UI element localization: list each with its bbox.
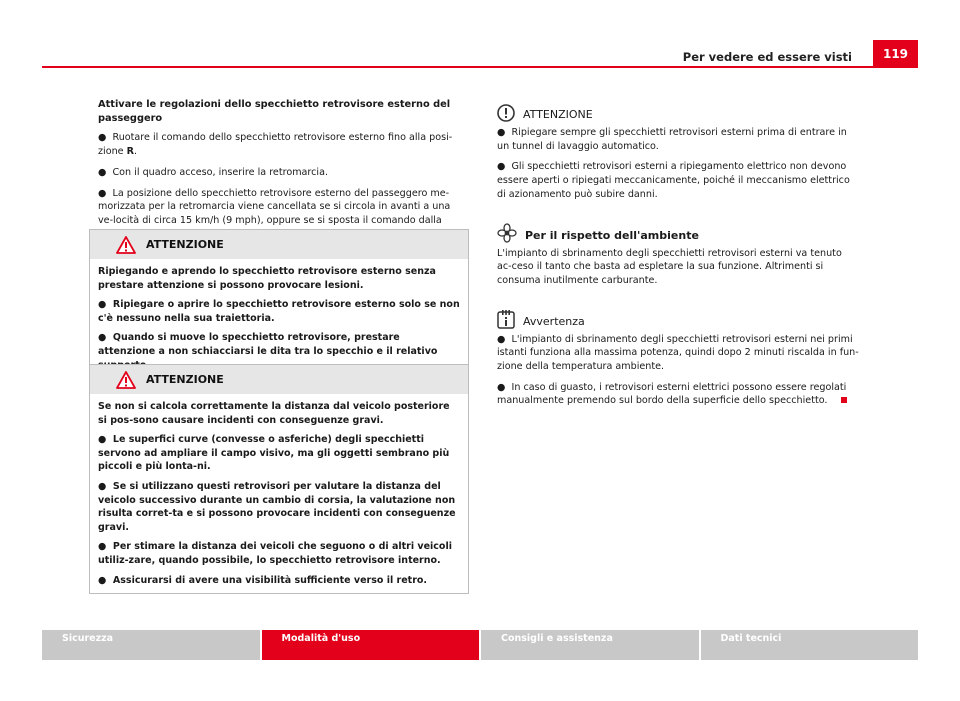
warning-bullet-text: Se si utilizzano questi retrovisori per valutare la distanza del veicolo successivo durante un cambio di corsia, la valutazione non risulta corret-ta e si possono provocare incidenti con conseguenze gravi. (98, 480, 456, 533)
warning-intro: Se non si calcola correttamente la distanza dal veicolo posteriore si pos-sono causare incidenti con conseguenze gravi. (98, 401, 450, 426)
tab-consigli-assistenza[interactable]: Consigli e assistenza (481, 630, 699, 660)
warning-triangle-icon (116, 236, 136, 254)
warning-bullet-text: Ripiegare o aprire lo specchietto retrovisore esterno solo se non c'è nessuno nella sua traiettoria. (98, 299, 460, 324)
exclamation-circle-icon (497, 104, 515, 122)
warning-box-header (90, 365, 468, 394)
warning-triangle-icon (116, 371, 136, 389)
warning-body (90, 259, 468, 378)
warning-bullet: ● Quando si muove lo specchietto retrovisore, prestare attenzione a non schiacciarsi le dita tra lo specchio e il relativo (98, 331, 460, 372)
attention-heading (497, 104, 859, 122)
environment-text: L'impianto di sbrinamento degli specchietti retrovisori esterni va tenuto ac-ceso il tanto che basta ad espletare la sua funzione. Altrimenti si consuma inutilmente carburante. (497, 247, 842, 286)
flower-icon (497, 223, 517, 243)
tab-sicurezza[interactable]: Sicurezza (42, 630, 260, 660)
list-item-text-end: . (134, 146, 138, 158)
tab-dati-tecnici[interactable]: Dati tecnici (701, 630, 919, 660)
end-of-section-marker (841, 397, 847, 403)
warning-bullet: ● Per stimare la distanza dei veicoli che seguono o di altri veicoli utiliz-zare, quando possibile, lo specchietto retrovisore interno. (98, 541, 452, 566)
list-item-text: Ripiegare sempre gli specchietti retrovisori esterni prima di entrare in un tunnel di lavaggio automatico. (497, 127, 847, 152)
warning-box-header (90, 230, 468, 259)
attention-title: ATTENZIONE (523, 108, 593, 122)
running-header: Per vedere ed essere visti (682, 50, 852, 64)
warning-intro: Ripiegando e aprendo lo specchietto retrovisore esterno senza prestare attenzione si possono provocare lesioni. (98, 266, 436, 291)
warning-title: ATTENZIONE (146, 238, 224, 251)
environment-title: Per il rispetto dell'ambiente (525, 228, 699, 242)
environment-heading (497, 223, 859, 243)
left-column (98, 98, 466, 248)
warning-bullet: ● Se si utilizzano questi retrovisori per valutare la distanza del veicolo successivo durante un cambio di corsia, la valutazione non risulta corret-ta e si possono provocare incidenti con conseguenze gravi. (98, 480, 456, 533)
warning-box (89, 364, 469, 594)
note-title: Avvertenza (523, 314, 585, 328)
warning-bullet: ● Ripiegare o aprire lo specchietto retrovisore esterno solo se non c'è nessuno nella sua traiettoria. (98, 299, 460, 324)
note-icon (497, 309, 515, 329)
list-item: ● Ruotare il comando dello specchietto retrovisore esterno fino alla posi-zione R. (98, 132, 453, 158)
list-item-text: La posizione dello specchietto retrovisore esterno del passeggero me-morizzata per la retromarcia viene cancellata se si circola in avanti a una ve-locità di circa 15 km/h (9 mph), oppure se si sposta il comando dalla (98, 187, 451, 226)
list-item: ● In caso di guasto, i retrovisori esterni elettrici possono essere regolati manualmente premendo sul bordo della superficie dello specchietto. (497, 381, 847, 407)
header-rule (42, 66, 918, 68)
list-item: ● L'impianto di sbrinamento degli specchietti retrovisori esterni nei primi istanti funziona alla massima potenza, quindi dopo 2 minuti riscalda in fun-zione della temperatura ambiente. (497, 333, 859, 373)
warning-box (89, 229, 469, 379)
list-item: ● Gli specchietti retrovisori esterni a ripiegamento elettrico non devono essere aperti o ripiegati meccanicamente, poiché il meccanismo elettrico di azionamento può subire danni. (497, 161, 850, 200)
section-heading: Attivare le regolazioni dello specchietto retrovisore esterno del passeggero (98, 99, 451, 124)
warning-bullet-text: Le superfici curve (convesse o asferiche) degli specchietti servono ad ampliare il campo visivo, ma gli oggetti sembrano più piccoli e più lonta-ni. (98, 434, 450, 473)
warning-bullet-text: Assicurarsi di avere una visibilità sufficiente verso il retro. (112, 574, 428, 586)
list-item: ● Con il quadro acceso, inserire la retromarcia. (98, 166, 329, 178)
warning-title: ATTENZIONE (146, 373, 224, 386)
tab-modalita-duso[interactable]: Modalità d'uso (262, 630, 480, 660)
warning-bullet-text: Quando si muove lo specchietto retrovisore, prestare attenzione a non schiacciarsi le dita tra lo specchio e il relativo (98, 332, 438, 357)
note-heading (497, 309, 859, 329)
list-item-text: Gli specchietti retrovisori esterni a ripiegamento elettrico non devono essere aperti o ripiegati meccanicamente, poiché il meccanismo elettrico di azionamento può subire danni. (497, 161, 850, 200)
page-number: 119 (873, 40, 918, 68)
warning-body (90, 394, 468, 593)
warning-bullet-text: Per stimare la distanza dei veicoli che seguono o di altri veicoli utiliz-zare, quando possibile, lo specchietto retrovisore interno. (98, 541, 452, 566)
footer-tabs (42, 630, 918, 660)
list-item: ● La posizione dello specchietto retrovisore esterno del passeggero me-morizzata per la retromarcia viene cancellata se si circola in avanti a una ve-locità di circa 15 km/h (9 mph), oppure se si sposta il comando dalla (98, 187, 466, 242)
warning-bullet: ● Le superfici curve (convesse o asferiche) degli specchietti servono ad ampliare il campo visivo, ma gli oggetti sembrano più piccoli e più lonta-ni. (98, 434, 450, 473)
list-item-emphasis: R (126, 146, 134, 158)
list-item-text: Ruotare il comando dello specchietto retrovisore esterno fino alla posi-zione (98, 132, 453, 158)
right-column (497, 104, 859, 415)
warning-bullet: ● Assicurarsi di avere una visibilità sufficiente verso il retro. (98, 574, 428, 586)
list-item-text: In caso di guasto, i retrovisori esterni elettrici possono essere regolati manualmente premendo sul bordo della superficie dello specchietto. (497, 381, 847, 407)
list-item-text: L'impianto di sbrinamento degli specchietti retrovisori esterni nei primi istanti funziona alla massima potenza, quindi dopo 2 minuti riscalda in fun-zione della temperatura ambiente. (497, 333, 859, 373)
list-item: ● Ripiegare sempre gli specchietti retrovisori esterni prima di entrare in un tunnel di lavaggio automatico. (497, 127, 847, 152)
list-item-text: Con il quadro acceso, inserire la retromarcia. (112, 166, 329, 178)
